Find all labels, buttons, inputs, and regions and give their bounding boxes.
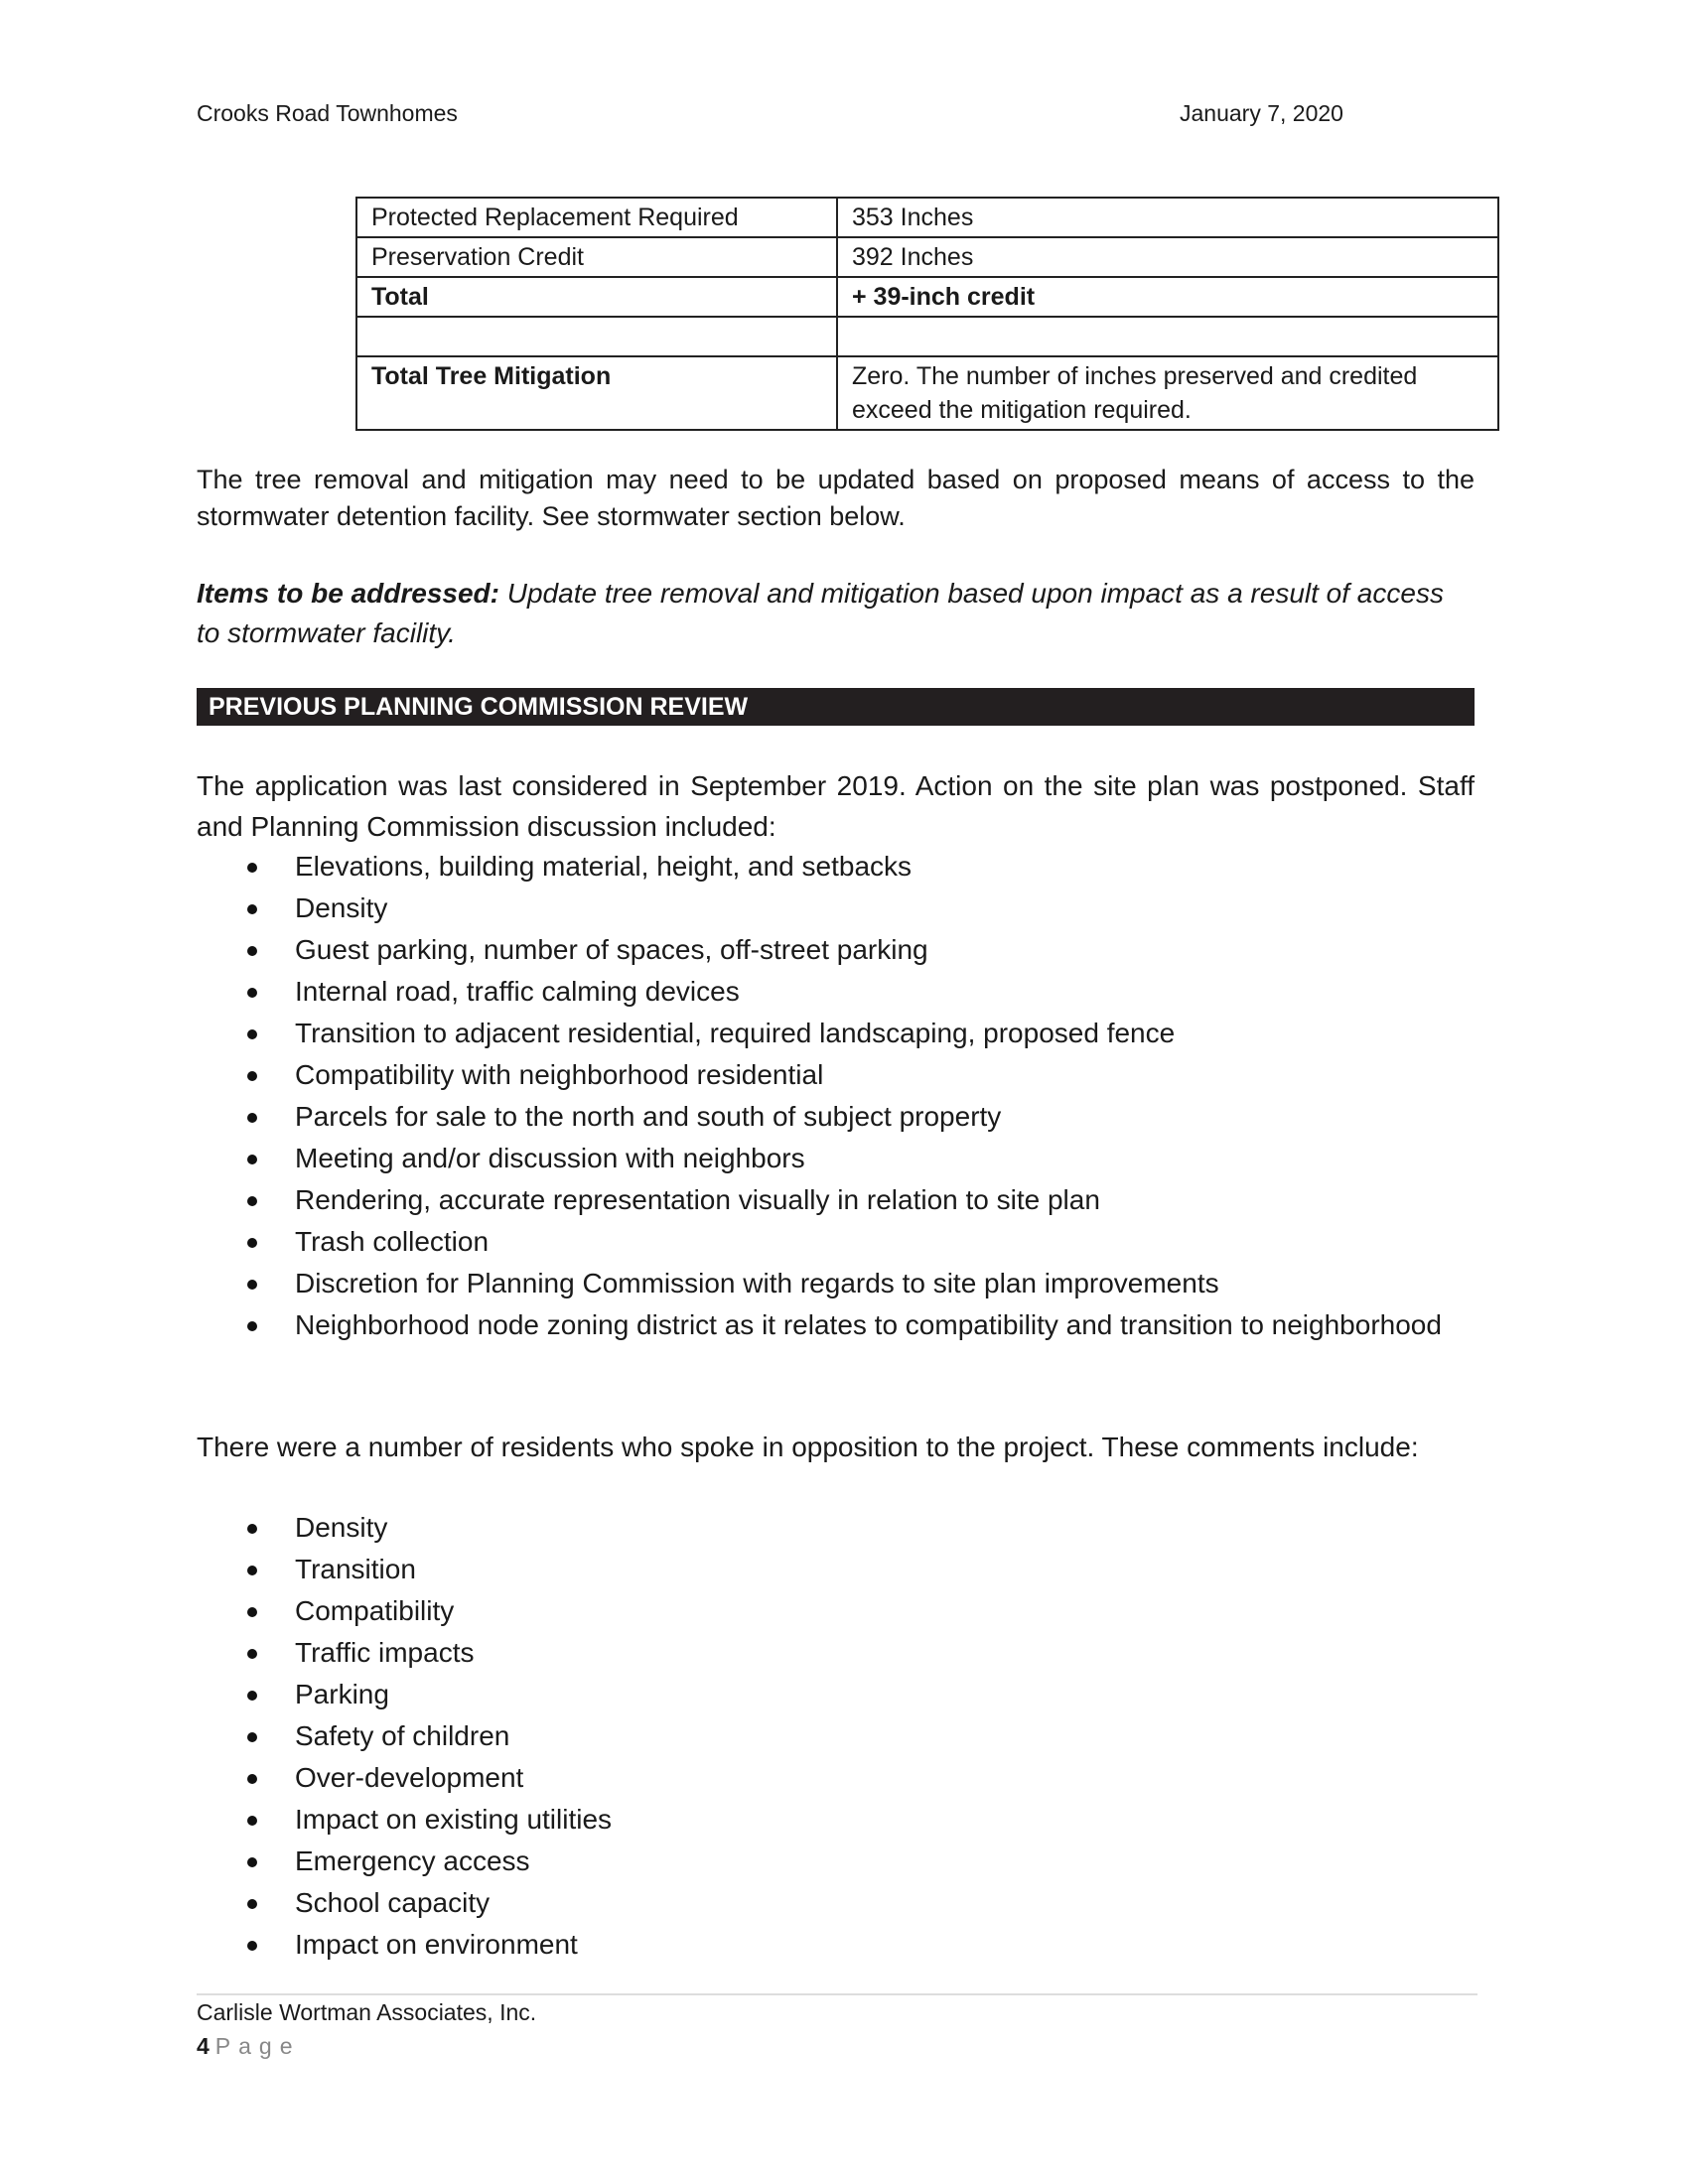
bullet-icon	[247, 946, 257, 956]
list-item: Density	[197, 887, 1475, 929]
bullet-icon	[247, 988, 257, 998]
list-item: Traffic impacts	[197, 1632, 1475, 1674]
bullet-icon	[247, 1238, 257, 1248]
list-item: School capacity	[197, 1882, 1475, 1924]
bullet-icon	[247, 1071, 257, 1081]
bullet-icon	[247, 904, 257, 914]
bullet-icon	[247, 1649, 257, 1659]
table-cell-label: Total	[356, 277, 837, 317]
list-item: Transition to adjacent residential, required landscaping, proposed fence	[197, 1013, 1475, 1054]
list-item: Discretion for Planning Commission with regards to site plan improvements	[197, 1263, 1475, 1304]
list-item: Meeting and/or discussion with neighbors	[197, 1138, 1475, 1179]
header-date: January 7, 2020	[1180, 100, 1343, 126]
page-label: Page	[214, 2033, 301, 2059]
list-item: Safety of children	[197, 1715, 1475, 1757]
footer-company: Carlisle Wortman Associates, Inc.	[197, 1999, 537, 2025]
table-cell-label: Total Tree Mitigation	[356, 356, 837, 430]
bullet-icon	[247, 1816, 257, 1826]
bullet-icon	[247, 1566, 257, 1575]
list-item: Elevations, building material, height, and setbacks	[197, 846, 1475, 887]
tree-mitigation-table	[355, 197, 1499, 431]
list-item: Impact on existing utilities	[197, 1799, 1475, 1841]
items-label: Items to be addressed:	[197, 578, 499, 609]
list-item: Emergency access	[197, 1841, 1475, 1882]
table-cell-value: Zero. The number of inches preserved and credited exceed the mitigation required.	[837, 356, 1498, 430]
items-to-be-addressed	[197, 574, 1475, 653]
bullet-icon	[247, 1691, 257, 1701]
bullet-icon	[247, 863, 257, 873]
list-item: Rendering, accurate representation visually in relation to site plan	[197, 1179, 1475, 1221]
paragraph-resident-opposition: There were a number of residents who spoke in opposition to the project. These comments include:	[197, 1432, 1419, 1462]
footer-divider	[197, 1993, 1477, 1995]
table-cell-label	[356, 317, 837, 356]
bullet-icon	[247, 1280, 257, 1290]
list-item: Parking	[197, 1674, 1475, 1715]
header-title: Crooks Road Townhomes	[197, 100, 458, 126]
list-item: Impact on environment	[197, 1924, 1475, 1966]
discussion-list	[197, 846, 1475, 1346]
table-row	[356, 198, 1498, 237]
bullet-icon	[247, 1774, 257, 1784]
items-text: Update tree removal and mitigation based upon impact as a result of access to stormwater facility.	[197, 578, 1444, 648]
list-item: Compatibility	[197, 1590, 1475, 1632]
bullet-icon	[247, 1321, 257, 1331]
bullet-icon	[247, 1941, 257, 1951]
bullet-icon	[247, 1732, 257, 1742]
page-number: 4	[197, 2033, 210, 2059]
paragraph-previous-review: The application was last considered in September 2019. Action on the site plan was postponed. Staff and Planning Commission discussion included:	[197, 770, 1475, 842]
bullet-icon	[247, 1113, 257, 1123]
bullet-icon	[247, 1899, 257, 1909]
table-row	[356, 356, 1498, 430]
list-item: Trash collection	[197, 1221, 1475, 1263]
bullet-icon	[247, 1607, 257, 1617]
list-item: Internal road, traffic calming devices	[197, 971, 1475, 1013]
bullet-icon	[247, 1857, 257, 1867]
table-cell-label: Preservation Credit	[356, 237, 837, 277]
table-cell-label: Protected Replacement Required	[356, 198, 837, 237]
table-cell-value	[837, 317, 1498, 356]
resident-comments-list	[197, 1507, 1475, 1966]
list-item: Parcels for sale to the north and south of subject property	[197, 1096, 1475, 1138]
table-row	[356, 317, 1498, 356]
bullet-icon	[247, 1029, 257, 1039]
bullet-icon	[247, 1524, 257, 1534]
bullet-icon	[247, 1155, 257, 1164]
table-cell-value: 353 Inches	[837, 198, 1498, 237]
table-row	[356, 277, 1498, 317]
section-heading: PREVIOUS PLANNING COMMISSION REVIEW	[197, 688, 1475, 726]
paragraph-tree-removal: The tree removal and mitigation may need to be updated based on proposed means of access to the stormwater detention facility. See stormwater section below.	[197, 465, 1475, 531]
list-item: Neighborhood node zoning district as it relates to compatibility and transition to neighborhood	[197, 1304, 1475, 1346]
bullet-icon	[247, 1196, 257, 1206]
list-item: Compatibility with neighborhood residential	[197, 1054, 1475, 1096]
footer-page	[197, 2033, 301, 2060]
table-row	[356, 237, 1498, 277]
list-item: Density	[197, 1507, 1475, 1549]
list-item: Over-development	[197, 1757, 1475, 1799]
list-item: Transition	[197, 1549, 1475, 1590]
table-cell-value: + 39-inch credit	[837, 277, 1498, 317]
list-item: Guest parking, number of spaces, off-street parking	[197, 929, 1475, 971]
table-cell-value: 392 Inches	[837, 237, 1498, 277]
